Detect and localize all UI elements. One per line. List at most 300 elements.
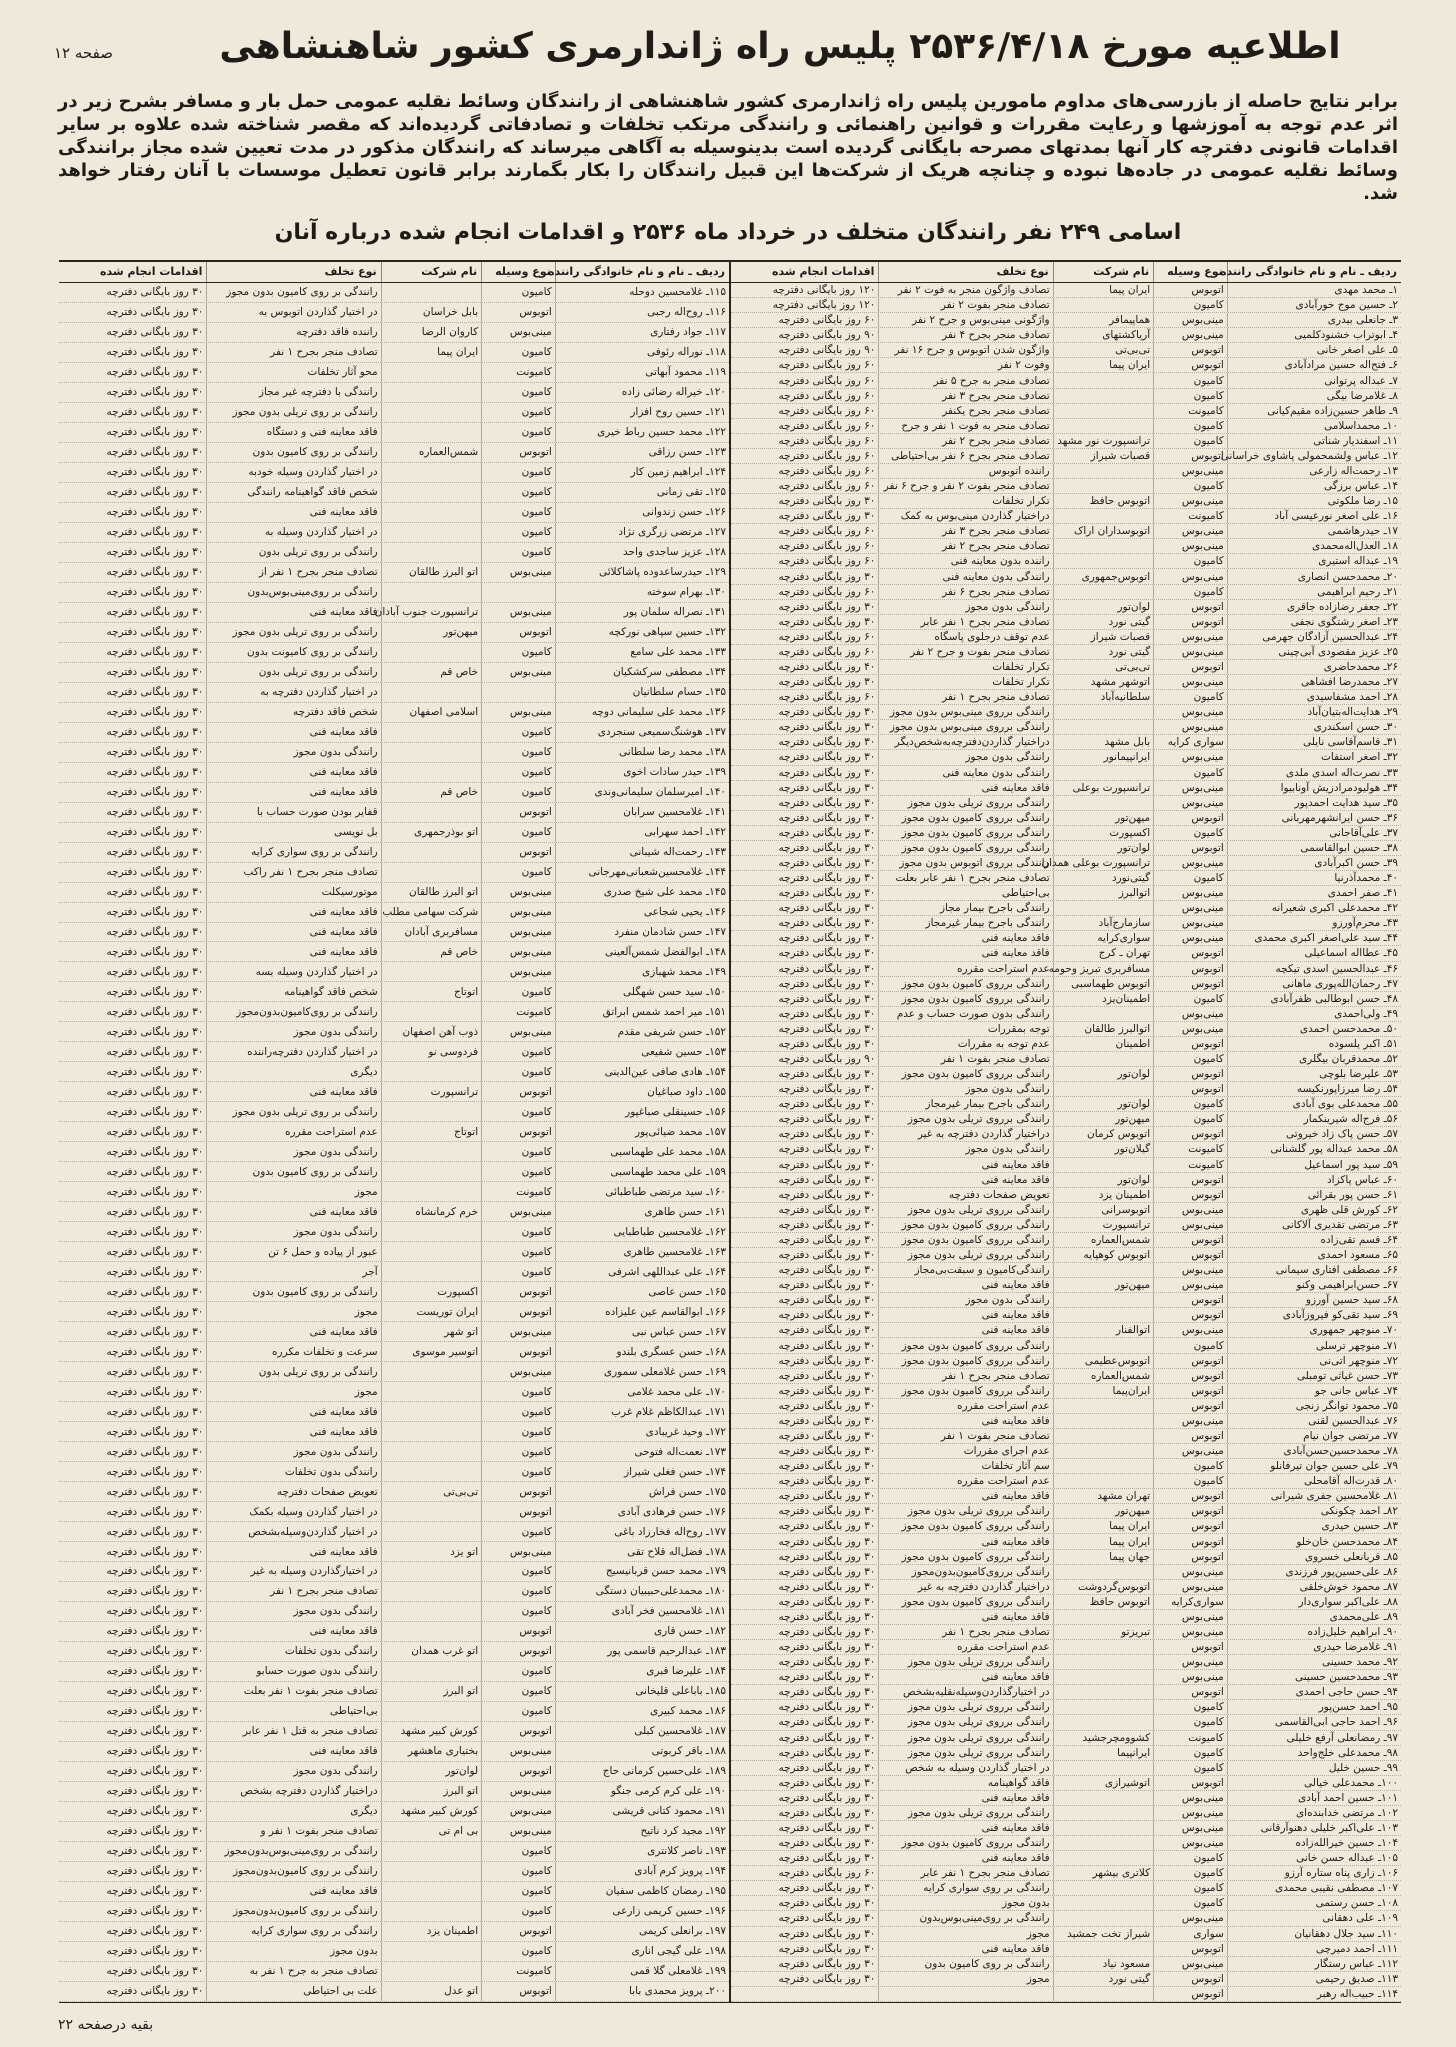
violation-type-cell: در اختیار گذاردن وسیله بسه	[206, 962, 380, 981]
table-row	[731, 946, 1401, 961]
violation-type-cell: رانندگی بدون مجوز	[206, 1142, 380, 1161]
driver-name-cell: ۲۵ـ عزیز مقصودی آبی‌چینی	[1227, 645, 1401, 659]
driver-name-cell: ۳۰ـ حسن اسکندری	[1227, 720, 1401, 734]
driver-name-cell: ۹۸ـ محمدعلی خلج‌واحد	[1227, 1746, 1401, 1760]
driver-name-cell: ۱۶۴ـ علی عبداللهی اشرفی	[555, 1262, 729, 1281]
vehicle-type-cell: مینی‌بوس	[481, 1782, 555, 1801]
table-row	[59, 423, 729, 443]
company-name-cell	[1053, 1444, 1154, 1458]
violation-type-cell: تعویض صفحات دفترچه	[206, 1482, 380, 1501]
violation-type-cell: رانندگی برروی تریلی بدون مجوز	[878, 1504, 1052, 1518]
announcement-intro: برابر نتایج حاصله از بازرسی‌های مداوم مامورین پلیس راه ژاندارمری کشور شاهنشاهی از رانندگان وسائط نقلیه عمومی حمل بار و مسافر بشرح زیر در اثر عدم توجه به آموزشها و رعایت مقررات و قوانین راهنمائی و رانندگی مرتکب تخلفات و تصادفاتی گردیده‌اند که مقصر شناخته شده علاوه بر سایر اقدامات قانونی دفترچه کار آنها بمدتهای مصرحه بایگانی گردیده است بدینوسیله به آگاهی میرساند که رانندگان مذکور در مدت تعیین شده مجاز برانندگی وسائط نقلیه عمومی در جاده‌ها نبوده و چنانچه هریک از شرکت‌ها این قبیل رانندگان را بکار بگمارند برابر قانون تعطیل موسسات با آنان رفتار خواهد شد.	[58, 91, 1398, 204]
violation-type-cell: رانندگی برروی کامیون بدون مجوز	[878, 826, 1052, 840]
company-name-cell	[381, 1002, 482, 1021]
driver-name-cell: ۱۱۲ـ عباس رستگار	[1227, 1957, 1401, 1971]
action-taken-cell: ۳۰ روز بایگانی دفترچه	[106, 1185, 204, 1198]
vehicle-type-cell: اتوبوس	[1153, 1399, 1227, 1413]
company-name-cell: خاص قم	[381, 783, 482, 802]
vehicle-type-cell: کامیون	[481, 1062, 555, 1081]
violation-type-cell: فاقد معاینه فنی	[878, 781, 1052, 795]
violation-type-cell: دیگری	[206, 1062, 380, 1081]
table-row	[731, 962, 1401, 977]
company-name-cell: لوان‌تور	[1053, 841, 1154, 855]
vehicle-type-cell: اتوبوس	[1153, 1037, 1227, 1051]
company-name-cell: بی ام تی	[381, 1822, 482, 1841]
table-row	[731, 826, 1401, 841]
violation-type-cell	[878, 1987, 1052, 2001]
violation-type-cell: موتورسیکلت	[206, 883, 380, 902]
violation-type-cell: تصادف منجر بفوت ۱ نفر و	[206, 1822, 380, 1841]
company-name-cell	[1053, 1715, 1154, 1729]
violation-type-cell: رانندگی بر روی‌مینی‌بوس‌بدون‌مجوز	[206, 1842, 380, 1861]
action-taken-cell: ۳۰ روز بایگانی دفترچه	[106, 306, 204, 319]
vehicle-type-cell	[481, 683, 555, 702]
driver-name-cell: ۹۵ـ احمد حسن‌پور	[1227, 1700, 1401, 1714]
vehicle-type-cell: مینی‌بوس	[481, 663, 555, 682]
violation-type-cell: فاقد معاینه فنی	[878, 1308, 1052, 1322]
company-name-cell: اتوبوس کرمان	[1053, 1127, 1154, 1141]
vehicle-type-cell: کامیون	[1153, 298, 1227, 312]
driver-name-cell: ۱۲۰ـ خیراله رضائی زاده	[555, 383, 729, 402]
action-taken-cell: ۳۰ روز بایگانی دفترچه	[778, 872, 876, 885]
table-row	[731, 720, 1401, 735]
vehicle-type-cell: کامیون	[481, 1262, 555, 1281]
company-name-cell: اتوبوسداران اراک	[1053, 524, 1154, 538]
action-taken-cell: ۳۰ روز بایگانی دفترچه	[778, 1429, 876, 1442]
table-row	[731, 1082, 1401, 1097]
company-name-cell: ایران پیما	[381, 343, 482, 362]
violation-type-cell: سم آثار تخلفات	[878, 1459, 1052, 1473]
violation-type-cell: تصادف منجر بجرح ۱ نفر	[206, 1582, 380, 1601]
violation-type-cell: رانندگی بر روی تریلی بدون	[206, 543, 380, 562]
violation-type-cell: فاقد معاینه فنی	[206, 503, 380, 522]
vehicle-type-cell: اتوبوس	[481, 623, 555, 642]
vehicle-type-cell: مینی‌بوس	[481, 323, 555, 342]
driver-name-cell: ۱۳۹ـ حیدر سادات اخوی	[555, 763, 729, 782]
driver-name-cell: ۱۳۲ـ حسین سپاهی نورکچه	[555, 623, 729, 642]
action-taken-cell: ۳۰ روز بایگانی دفترچه	[106, 1405, 204, 1418]
driver-name-cell: ۱۴ـ عباس برزگی	[1227, 479, 1401, 493]
table-row	[731, 419, 1401, 434]
vehicle-type-cell: کامیون	[481, 1422, 555, 1441]
vehicle-type-cell: کامیون	[481, 863, 555, 882]
vehicle-type-cell: کامیونت	[481, 363, 555, 382]
vehicle-type-cell: مینی‌بوس	[1153, 916, 1227, 930]
driver-name-cell: ۱۶۲ـ غلامحسین طباطبایی	[555, 1222, 729, 1241]
action-taken-cell: ۳۰ روز بایگانی دفترچه	[106, 1465, 204, 1478]
company-name-cell: میهن‌تور	[1053, 811, 1154, 825]
table-row	[59, 1502, 729, 1522]
driver-name-cell: ۵۹ـ سید پور اسماعیل	[1227, 1158, 1401, 1172]
action-taken-cell: ۳۰ روز بایگانی دفترچه	[778, 1520, 876, 1533]
violation-type-cell: فاقد معاینه فنی	[878, 1158, 1052, 1172]
vehicle-type-cell: کامیون	[1153, 1896, 1227, 1910]
company-name-cell	[1053, 901, 1154, 915]
driver-name-cell: ۱۱۵ـ غلامحسین دوحله	[555, 283, 729, 302]
violation-type-cell: رانندگی بدون تخلفات	[206, 1642, 380, 1661]
company-name-cell: اتوبوس‌گردوشت	[1053, 1580, 1154, 1594]
company-name-cell	[381, 523, 482, 542]
driver-name-cell: ۱۲۶ـ حسن زندوانی	[555, 503, 729, 522]
vehicle-type-cell: اتوبوس	[1153, 1188, 1227, 1202]
table-row	[59, 1442, 729, 1462]
action-taken-cell: ۳۰ روز بایگانی دفترچه	[106, 1205, 204, 1218]
table-row	[731, 1670, 1401, 1685]
table-row	[731, 1534, 1401, 1549]
vehicle-type-cell: مینی‌بوس	[1153, 1806, 1227, 1820]
action-taken-cell: ۳۰ روز بایگانی دفترچه	[106, 766, 204, 779]
table-row	[59, 883, 729, 903]
violation-type-cell: رانندگی برروی تریلی بدون مجوز	[878, 1655, 1052, 1669]
table-row	[59, 703, 729, 723]
company-name-cell: اتوبوس کوهپایه	[1053, 1248, 1154, 1262]
violation-type-cell: رانندگی برروی کامیون بدون مجوز	[878, 1354, 1052, 1368]
action-taken-cell: ۳۰ روز بایگانی دفترچه	[778, 736, 876, 749]
violation-type-cell: رانندگی بر روی تریلی بدون مجوز	[206, 623, 380, 642]
table-row	[59, 1662, 729, 1682]
table-row	[731, 1791, 1401, 1806]
violation-type-cell: رانندگی برروی تریلی بدون مجوز	[878, 1715, 1052, 1729]
action-taken-cell: ۳۰ روز بایگانی دفترچه	[778, 1249, 876, 1262]
action-taken-cell: ۳۰ روز بایگانی دفترچه	[778, 1580, 876, 1593]
driver-name-cell: ۱۱۸ـ نوراله رئوفی	[555, 343, 729, 362]
vehicle-type-cell: کامیون	[1153, 389, 1227, 403]
driver-name-cell: ۱۳۱ـ نصراله سلمان پور	[555, 603, 729, 622]
violation-type-cell: مجوز	[206, 1302, 380, 1321]
driver-name-cell: ۷۸ـ محمد‌حسین‌حسن‌آبادی	[1227, 1444, 1401, 1458]
table-row	[731, 1972, 1401, 1987]
vehicle-type-cell: کامیون	[1153, 690, 1227, 704]
company-name-cell: تبریزتو	[1053, 1625, 1154, 1639]
vehicle-type-cell: کامیون	[481, 283, 555, 302]
action-taken-cell: ۳۰ روز بایگانی دفترچه	[778, 781, 876, 794]
company-name-cell	[381, 503, 482, 522]
company-name-cell: لوان‌تور	[1053, 1067, 1154, 1081]
violation-type-cell: رانندگی بر روی کامیون بدون	[206, 1282, 380, 1301]
company-name-cell	[381, 1382, 482, 1401]
action-taken-cell: ۳۰ روز بایگانی دفترچه	[106, 666, 204, 679]
company-name-cell	[381, 1882, 482, 1901]
action-taken-cell: ۳۰ روز بایگانی دفترچه	[106, 1365, 204, 1378]
driver-name-cell: ۱۱ـ اسفندیار شناتی	[1227, 434, 1401, 448]
violation-type-cell: تصادف منجر بجرح ۲ نفر	[878, 434, 1052, 448]
vehicle-type-cell: کامیون	[481, 823, 555, 842]
table-row	[731, 373, 1401, 388]
vehicle-type-cell: مینی‌بوس	[1153, 569, 1227, 583]
vehicle-type-cell: کامیون	[481, 403, 555, 422]
vehicle-type-cell: مینی‌بوس	[1153, 1957, 1227, 1971]
driver-name-cell: ۴۳ـ محرم‌آورزو	[1227, 916, 1401, 930]
action-taken-cell: ۳۰ روز بایگانی دفترچه	[106, 1445, 204, 1458]
driver-name-cell: ۱۰۹ـ علی دهقانی	[1227, 1911, 1401, 1925]
company-name-cell: کلاتری بیشهر	[1053, 1866, 1154, 1880]
driver-name-cell: ۱۶۹ـ حسن غلامعلی سموری	[555, 1362, 729, 1381]
violation-type-cell: توجه بمقررات	[878, 1022, 1052, 1036]
company-name-cell: اتو عدل	[381, 1982, 482, 2001]
company-name-cell	[1053, 464, 1154, 478]
vehicle-type-cell: اتوبوس	[1153, 283, 1227, 297]
driver-name-cell: ۷۲ـ منوچهر اتی‌نی	[1227, 1354, 1401, 1368]
driver-name-cell: ۱۹۶ـ حسین کریمی زارعی	[555, 1902, 729, 1921]
action-taken-cell: ۹۰ روز بایگانی دفترچه	[778, 344, 876, 357]
table-row	[59, 1702, 729, 1722]
vehicle-type-cell: مینی‌بوس	[1153, 1836, 1227, 1850]
action-taken-cell: ۱۲۰ روز بایگانی دفترچه	[772, 299, 876, 312]
vehicle-type-cell: اتوبوس	[1153, 1504, 1227, 1518]
driver-name-cell: ۳۳ـ نصرت‌اله اسدی ملدی	[1227, 766, 1401, 780]
violation-type-cell: عبور از پیاده و حمل ۶ تن	[206, 1242, 380, 1261]
violation-type-cell: رانندگی برروی کامیون بدون مجوز	[878, 1233, 1052, 1247]
action-taken-cell: ۳۰ روز بایگانی دفترچه	[778, 1972, 876, 1985]
vehicle-type-cell: اتوبوس	[1153, 946, 1227, 960]
table-row	[731, 1459, 1401, 1474]
action-taken-cell: ۳۰ روز بایگانی دفترچه	[778, 1098, 876, 1111]
violation-type-cell: عدم اجرای مقررات	[878, 1444, 1052, 1458]
vehicle-type-cell: کامیون	[1153, 1459, 1227, 1473]
action-taken-cell: ۳۰ روز بایگانی دفترچه	[778, 751, 876, 764]
company-name-cell: لوان‌تور	[1053, 600, 1154, 614]
table-rows-left	[59, 283, 729, 2002]
driver-name-cell: ۵۲ـ محمدقربان بیگلری	[1227, 1052, 1401, 1066]
action-taken-cell: ۳۰ روز بایگانی دفترچه	[778, 1957, 876, 1970]
header-company: نام شرکت	[1053, 262, 1154, 282]
driver-name-cell: ۳ـ جانعلی بیدری	[1227, 313, 1401, 327]
action-taken-cell: ۳۰ روز بایگانی دفترچه	[106, 1125, 204, 1138]
driver-name-cell: ۴۴ـ سید علی‌اصغر اکبری محمدی	[1227, 931, 1401, 945]
table-row	[731, 1957, 1401, 1972]
vehicle-type-cell: مینی‌بوس	[1153, 1655, 1227, 1669]
header-violation: نوع تخلف	[878, 262, 1052, 282]
table-row	[731, 569, 1401, 584]
table-row	[59, 1462, 729, 1482]
table-row	[731, 705, 1401, 720]
table-row	[59, 1382, 729, 1402]
table-row	[731, 1097, 1401, 1112]
company-name-cell: فردوسی نو	[381, 1042, 482, 1061]
violation-type-cell: رانندگی برروی تریلی بدون مجوز	[878, 1248, 1052, 1262]
action-taken-cell: ۳۰ روز بایگانی دفترچه	[778, 1822, 876, 1834]
driver-name-cell: ۲۳ـ اصغر رشتگوی نجفی	[1227, 615, 1401, 629]
vehicle-type-cell: مینی‌بوس	[481, 1362, 555, 1381]
violation-type-cell: رانندگی بر روی کامیون بدون	[206, 443, 380, 462]
company-name-cell: اتو البرز	[381, 1782, 482, 1801]
action-taken-cell: ۳۰ روز بایگانی دفترچه	[778, 1460, 876, 1473]
driver-name-cell: ۱۹۰ـ علی کرم کرمی جنگو	[555, 1782, 729, 1801]
driver-name-cell: ۱۶۰ـ سید مرتضی طباطبائی	[555, 1182, 729, 1201]
company-name-cell	[1053, 479, 1154, 493]
action-taken-cell: ۳۰ روز بایگانی دفترچه	[106, 1905, 204, 1918]
driver-name-cell: ۱۰۸ـ حسن رستمی	[1227, 1896, 1401, 1910]
vehicle-type-cell: مینی‌بوس	[1153, 1203, 1227, 1217]
vehicle-type-cell: مینی‌بوس	[1153, 750, 1227, 764]
table-row	[59, 823, 729, 843]
company-name-cell	[1053, 585, 1154, 599]
vehicle-type-cell: کامیونت	[481, 1182, 555, 1201]
company-name-cell: شمس‌العماره	[381, 443, 482, 462]
vehicle-type-cell: کامیون	[481, 1662, 555, 1681]
action-taken-cell: ۳۰ روز بایگانی دفترچه	[778, 1897, 876, 1910]
driver-name-cell: ۱۹۸ـ علی گیجی اناری	[555, 1942, 729, 1961]
violation-type-cell: تصادف منجر به فوت ۱ نفر و جرح	[878, 419, 1052, 433]
company-name-cell	[1053, 1293, 1154, 1307]
table-row	[59, 643, 729, 663]
driver-name-cell: ۱۸۳ـ عبدالرحیم قاسمی پور	[555, 1642, 729, 1661]
vehicle-type-cell: اتوبوس	[1153, 1233, 1227, 1247]
table-row	[59, 363, 729, 383]
table-row	[59, 523, 729, 543]
vehicle-type-cell: کامیون	[481, 1162, 555, 1181]
violation-type-cell: رانندگی بر روی‌مینی‌بوس‌بدون	[206, 583, 380, 602]
vehicle-type-cell: اتوبوس	[1153, 1354, 1227, 1368]
table-row	[59, 1062, 729, 1082]
vehicle-type-cell: اتوبوس	[1153, 1173, 1227, 1187]
violation-type-cell: رانندگی برروی کامیون بدون مجوز	[878, 1519, 1052, 1533]
violation-type-cell: در اختیار گذاردن وسیله به شخص	[878, 1761, 1052, 1775]
action-taken-cell: ۳۰ روز بایگانی دفترچه	[106, 386, 204, 399]
vehicle-type-cell: سواری	[1153, 1927, 1227, 1941]
action-taken-cell: ۳۰ روز بایگانی دفترچه	[778, 1068, 876, 1081]
driver-name-cell: ۱۵۰ـ سید حسن شهگلی	[555, 982, 729, 1001]
violation-type-cell: عدم استراحت مقرره	[878, 1399, 1052, 1413]
action-taken-cell: ۶۰ روز بایگانی دفترچه	[778, 434, 876, 447]
company-name-cell	[381, 423, 482, 442]
violation-type-cell: رانندگی برروی تریلی بدون مجوز	[878, 796, 1052, 810]
violation-type-cell: عدم توقف درجلوی پاسگاه	[878, 630, 1052, 644]
company-name-cell: اتو البرز طالقان	[381, 883, 482, 902]
table-row	[731, 298, 1401, 313]
violation-type-cell: تصادف منجر به جرح ۱ نفر به	[206, 1962, 380, 1981]
action-taken-cell: ۳۰ روز بایگانی دفترچه	[106, 925, 204, 938]
company-name-cell	[381, 1702, 482, 1721]
table-row	[59, 1682, 729, 1702]
driver-name-cell: ۱۷۸ـ فضل‌اله قلاح تقی	[555, 1542, 729, 1561]
company-name-cell: ایرانپیمانور	[1053, 750, 1154, 764]
company-name-cell	[381, 1522, 482, 1541]
vehicle-type-cell: مینی‌بوس	[1153, 1580, 1227, 1594]
company-name-cell: اکسپورت	[381, 1282, 482, 1301]
driver-name-cell: ۸۶ـ علی‌حسین‌پور فرزندی	[1227, 1565, 1401, 1579]
action-taken-cell: ۳۰ روز بایگانی دفترچه	[778, 1083, 876, 1096]
company-name-cell: ایران پیما	[1053, 283, 1154, 297]
driver-name-cell: ۱۵۵ـ داود صباغیان	[555, 1082, 729, 1101]
violation-type-cell: تصادف منجر بجرح ۱ نفر از	[206, 563, 380, 582]
driver-name-cell: ۱۹۱ـ محمود کتانی قریشی	[555, 1802, 729, 1821]
company-name-cell	[1053, 1821, 1154, 1835]
company-name-cell: اتوبوس طهماسبی	[1053, 977, 1154, 991]
table-row	[59, 982, 729, 1002]
table-row	[59, 1822, 729, 1842]
action-taken-cell: ۳۰ روز بایگانی دفترچه	[778, 1701, 876, 1714]
action-taken-cell: ۳۰ روز بایگانی دفترچه	[106, 606, 204, 619]
company-name-cell	[1053, 1474, 1154, 1488]
table-row	[731, 1248, 1401, 1263]
action-taken-cell: ۳۰ روز بایگانی دفترچه	[778, 1037, 876, 1050]
vehicle-type-cell: کامیون	[481, 1142, 555, 1161]
vehicle-type-cell: اتوبوس	[1153, 1082, 1227, 1096]
vehicle-type-cell: مینی‌بوس	[481, 962, 555, 981]
action-taken-cell: ۳۰ روز بایگانی دفترچه	[106, 1505, 204, 1518]
action-taken-cell: ۳۰ روز بایگانی دفترچه	[106, 1485, 204, 1498]
driver-name-cell: ۳۸ـ حسین ابوالقاسمی	[1227, 841, 1401, 855]
vehicle-type-cell: مینی‌بوس	[1153, 1625, 1227, 1639]
vehicle-type-cell: اتوبوس	[481, 803, 555, 822]
action-taken-cell: ۳۰ روز بایگانی دفترچه	[778, 1113, 876, 1126]
violation-type-cell: تصادف واژگون منجر به فوت ۲ نفر	[878, 283, 1052, 297]
table-row	[731, 389, 1401, 404]
action-taken-cell	[731, 1987, 878, 2001]
table-row	[59, 1202, 729, 1222]
company-name-cell: اطمینان یزد	[381, 1922, 482, 1941]
action-taken-cell: ۳۰ روز بایگانی دفترچه	[778, 932, 876, 945]
violation-type-cell: تصادف منجر بجرح ۱ نفر عابر	[878, 1866, 1052, 1880]
violation-type-cell: فاقد معاینه فنی	[206, 1322, 380, 1341]
action-taken-cell: ۳۰ روز بایگانی دفترچه	[778, 1143, 876, 1156]
table-row	[731, 404, 1401, 419]
table-row	[59, 1802, 729, 1822]
violation-type-cell: بدون مجوز	[206, 1942, 380, 1961]
action-taken-cell: ۳۰ روز بایگانی دفترچه	[778, 1686, 876, 1699]
action-taken-cell: ۳۰ روز بایگانی دفترچه	[778, 1565, 876, 1578]
company-name-cell: کاروان الرضا	[381, 323, 482, 342]
driver-name-cell: ۱۸۲ـ حسن قاری	[555, 1622, 729, 1641]
driver-name-cell: ۴۵ـ عطااله اسماعیلی	[1227, 946, 1401, 960]
table-row	[731, 1927, 1401, 1942]
driver-name-cell: ۱۰۵ـ عبداله حسن خانی	[1227, 1851, 1401, 1865]
violation-type-cell: بی‌احتیاطی	[206, 1702, 380, 1721]
table-row	[59, 1022, 729, 1042]
driver-name-cell: ۱۸۵ـ باباعلی قلیخانی	[555, 1682, 729, 1701]
table-row	[731, 1414, 1401, 1429]
table-row	[59, 843, 729, 863]
action-taken-cell: ۱۲۰ روز بایگانی دفترچه	[772, 284, 876, 297]
violation-type-cell: رانندگی باجرح بیمار مجاز	[878, 901, 1052, 915]
action-taken-cell: ۳۰ روز بایگانی دفترچه	[778, 1716, 876, 1729]
driver-name-cell: ۱۴۵ـ محمد علی شیخ صدری	[555, 883, 729, 902]
vehicle-type-cell	[481, 583, 555, 602]
table-row	[731, 313, 1401, 328]
action-taken-cell: ۳۰ روز بایگانی دفترچه	[778, 1927, 876, 1940]
table-row	[59, 623, 729, 643]
table-row	[731, 750, 1401, 765]
driver-name-cell: ۵۳ـ علیرضا بلوچی	[1227, 1067, 1401, 1081]
action-taken-cell: ۳۰ روز بایگانی دفترچه	[106, 1525, 204, 1538]
action-taken-cell: ۳۰ روز بایگانی دفترچه	[778, 1656, 876, 1669]
driver-name-cell: ۱۱۹ـ محمود آبهاتی	[555, 363, 729, 382]
action-taken-cell: ۶۰ روز بایگانی دفترچه	[778, 314, 876, 327]
violation-type-cell: عدم استراحت مقرره	[878, 1474, 1052, 1488]
action-taken-cell: ۳۰ روز بایگانی دفترچه	[106, 746, 204, 759]
action-taken-cell: ۳۰ روز بایگانی دفترچه	[106, 1945, 204, 1958]
driver-name-cell: ۶ـ فتح‌اله حسین مرادآبادی	[1227, 358, 1401, 372]
violation-type-cell: رانندگی باجرح بیمار غیرمجاز	[878, 916, 1052, 930]
company-name-cell: گیتی نورد	[1053, 1972, 1154, 1986]
driver-name-cell: ۸ـ غلامرضا بیگی	[1227, 389, 1401, 403]
driver-name-cell: ۱۵۷ـ محمد ضیائی‌پور	[555, 1122, 729, 1141]
action-taken-cell: ۳۰ روز بایگانی دفترچه	[106, 366, 204, 379]
company-name-cell: میهن‌تور	[381, 623, 482, 642]
vehicle-type-cell: اتوبوس	[481, 1342, 555, 1361]
table-row	[731, 554, 1401, 569]
action-taken-cell: ۳۰ روز بایگانی دفترچه	[778, 1445, 876, 1458]
table-row	[731, 645, 1401, 660]
table-row	[731, 1580, 1401, 1595]
table-row	[59, 1622, 729, 1642]
violation-type-cell: دراختیار گذاردن مینی‌بوس به کمک	[878, 509, 1052, 523]
violation-type-cell: شخص فاقد گواهینامه رانندگی	[206, 483, 380, 502]
company-name-cell	[381, 1862, 482, 1881]
company-name-cell	[1053, 419, 1154, 433]
driver-name-cell: ۸۲ـ احمد چکونکی	[1227, 1504, 1401, 1518]
